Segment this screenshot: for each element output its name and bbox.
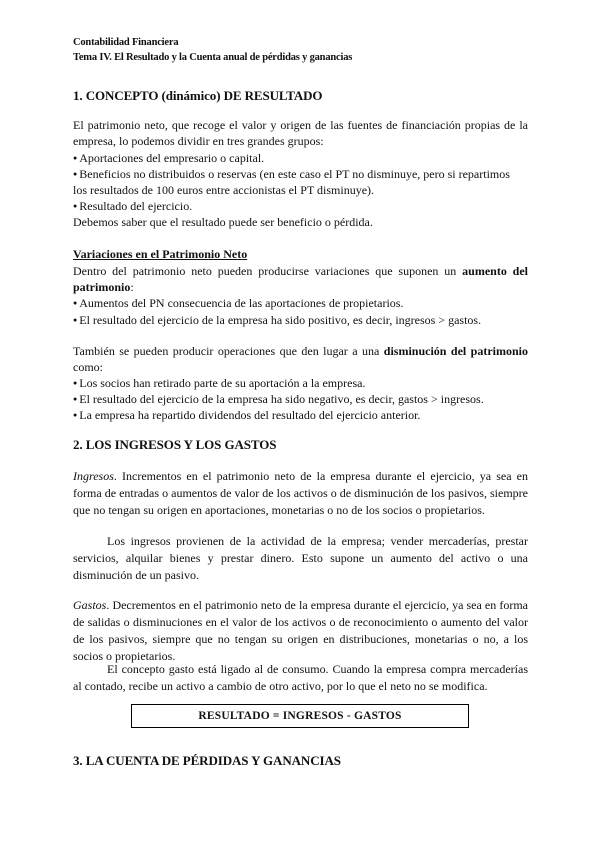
bullet-dot-icon: ● xyxy=(73,379,78,387)
bullet-dot-icon: ● xyxy=(73,411,78,419)
disminucion-lead-line: También se pueden producir operaciones que den lugar a una disminución del patrimonio xyxy=(73,344,528,358)
section-1-heading: 1. CONCEPTO (dinámico) DE RESULTADO xyxy=(73,88,323,103)
header-topic: Tema IV. El Resultado y la Cuenta anual de pérdidas y ganancias xyxy=(73,52,353,63)
list-item: ● Beneficios no distribuidos o reservas (en este caso el PT no disminuye, pero si repartimos xyxy=(73,167,510,181)
ingresos-paragraph: Ingresos. Incrementos en el patrimonio neto de la empresa durante el ejercicio, ya sea en forma de entradas o aumentos de valor de los activos o de disminución de los pasivos, siempre que no tengan su origen en aportaciones, monetarias o no de los socios o propietarios. xyxy=(73,469,528,517)
section-1-intro-line-1: El patrimonio neto, que recoge el valor y origen de las fuentes de financiación propias de la xyxy=(73,118,528,132)
list-item: ● La empresa ha repartido dividendos del resultado del ejercicio anterior. xyxy=(73,408,421,422)
list-item: ● Resultado del ejercicio. xyxy=(73,199,193,213)
list-item: ● Aumentos del PN consecuencia de las aportaciones de propietarios. xyxy=(73,296,404,310)
ingresos-extra-paragraph: Los ingresos provienen de la actividad de la empresa; vender mercaderías, prestar servicios, alquilar bienes y prestar dinero. Esto supone un aumento del activo o una disminución de un pasivo. xyxy=(73,534,528,582)
formula-box: RESULTADO = INGRESOS - GASTOS xyxy=(131,704,469,728)
section-1-closing: Debemos saber que el resultado puede ser beneficio o pérdida. xyxy=(73,215,373,229)
list-item: ● El resultado del ejercicio de la empresa ha sido positivo, es decir, ingresos > gastos. xyxy=(73,313,482,327)
list-item: ● El resultado del ejercicio de la empresa ha sido negativo, es decir, gastos > ingresos. xyxy=(73,392,484,406)
header-subject: Contabilidad Financiera xyxy=(73,37,179,48)
bullet-dot-icon: ● xyxy=(73,316,78,324)
bullet-dot-icon: ● xyxy=(73,395,78,403)
section-2-heading: 2. LOS INGRESOS Y LOS GASTOS xyxy=(73,437,277,452)
bullet-dot-icon: ● xyxy=(73,299,78,307)
list-item: ● Aportaciones del empresario o capital. xyxy=(73,151,265,165)
bullet-dot-icon: ● xyxy=(73,202,78,210)
gastos-paragraph: Gastos. Decrementos en el patrimonio neto de la empresa durante el ejercicio, ya sea en forma de salidas o disminuciones en el valor de los activos o de reconocimiento o aumento del valor de los pasivos, siempre que no tengan su origen en distribuciones, monetarias o no, a los socios o propietarios. xyxy=(73,598,528,663)
disminucion-como: como: xyxy=(73,360,103,374)
aumento-lead-line: Dentro del patrimonio neto pueden producirse variaciones que suponen un aumento del xyxy=(73,264,529,278)
list-item-continuation: los resultados de 100 euros entre accionistas el PT disminuye). xyxy=(73,183,375,197)
section-1-intro-line-2: empresa, lo podemos dividir en tres grandes grupos: xyxy=(73,134,324,148)
bullet-dot-icon: ● xyxy=(73,170,78,178)
aumento-lead-line-2: patrimonio: xyxy=(73,280,134,294)
gastos-extra-paragraph: El concepto gasto está ligado al de consumo. Cuando la empresa compra mercaderías al contado, recibe un activo a cambio de otro activo, por lo que el neto no se modifica. xyxy=(73,662,528,693)
section-3-heading: 3. LA CUENTA DE PÉRDIDAS Y GANANCIAS xyxy=(73,753,341,768)
bullet-dot-icon: ● xyxy=(73,154,78,162)
variaciones-title: Variaciones en el Patrimonio Neto xyxy=(73,247,248,261)
list-item: ● Los socios han retirado parte de su aportación a la empresa. xyxy=(73,376,366,390)
